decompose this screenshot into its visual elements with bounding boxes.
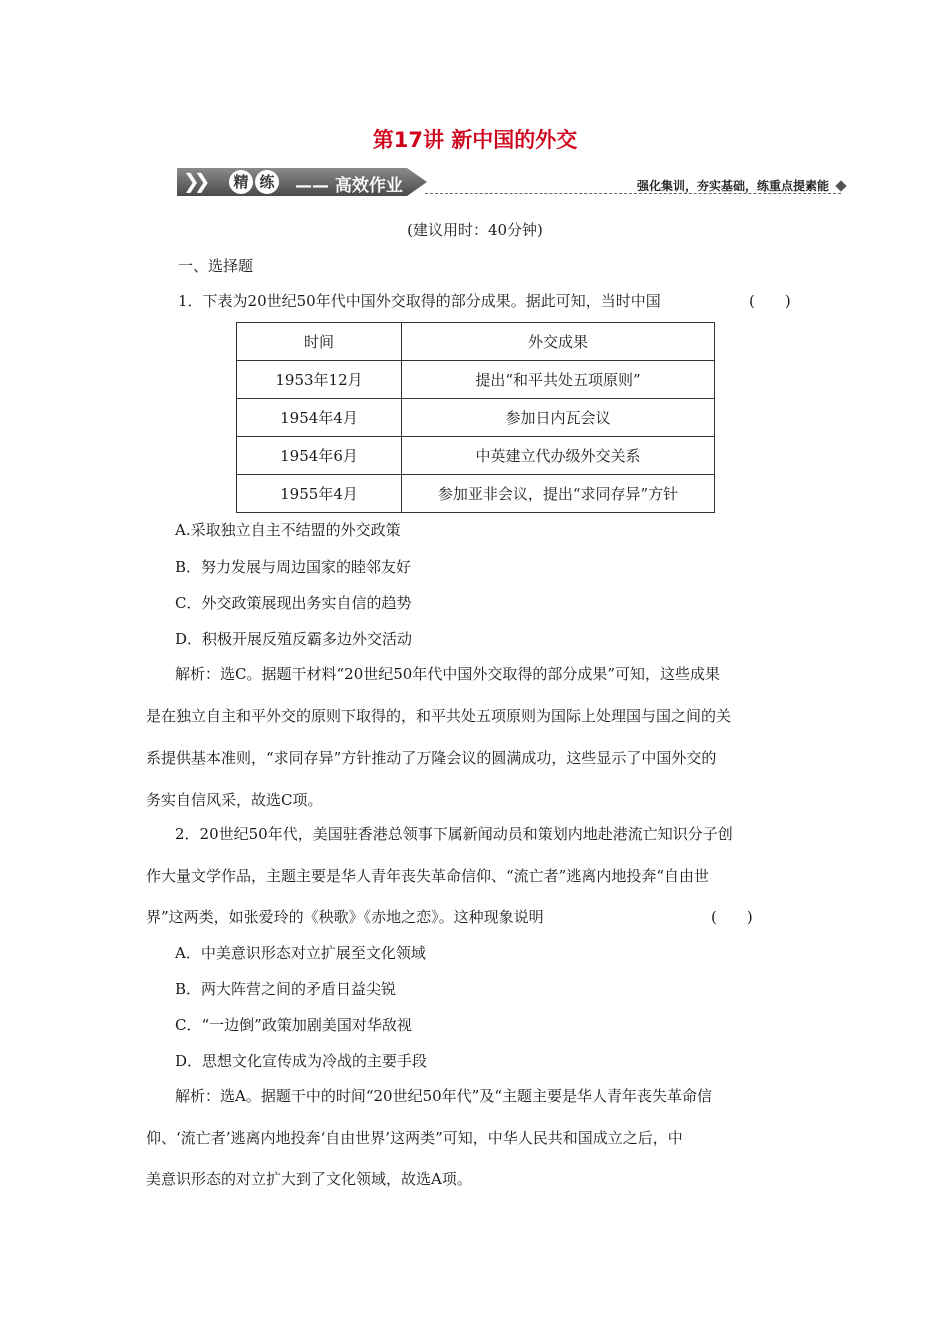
page-title: 第17讲 新中国的外交 — [372, 128, 578, 152]
table-cell: 1953年12月 — [237, 361, 402, 399]
q2-option-b: B．两大阵营之间的矛盾日益尖锐 — [175, 980, 397, 998]
q1-option-a: A.采取独立自主不结盟的外交政策 — [175, 521, 401, 539]
table-cell: 中英建立代办级外交关系 — [402, 437, 715, 475]
q1-option-c: C．外交政策展现出务实自信的趋势 — [175, 594, 412, 612]
q1-option-d: D．积极开展反殖反霸多边外交活动 — [175, 630, 413, 648]
table-row — [237, 399, 715, 437]
table-cell: 参加日内瓦会议 — [402, 399, 715, 437]
section-banner — [177, 168, 847, 198]
banner-text: —— 高效作业 — [295, 176, 403, 196]
q2-stem-line: 界”这两类，如张爱玲的《秧歌》《赤地之恋》。这种现象说明 — [146, 908, 544, 926]
q2-option-d: D．思想文化宣传成为冷战的主要手段 — [175, 1052, 428, 1070]
table-header-cell: 外交成果 — [402, 323, 715, 361]
q2-stem-line: 作大量文学作品，主题主要是华人青年丧失革命信仰、“流亡者”逃离内地投奔“自由世 — [146, 867, 710, 885]
q1-table — [236, 322, 715, 513]
table-header-cell: 时间 — [237, 323, 402, 361]
q1-stem: 1．下表为20世纪50年代中国外交取得的部分成果。据此可知，当时中国 — [178, 292, 661, 310]
section-heading: 一、选择题 — [178, 257, 254, 275]
table-cell: 1954年6月 — [237, 437, 402, 475]
table-row — [237, 475, 715, 513]
q2-stem-line: 2．20世纪50年代，美国驻香港总领事下属新闻动员和策划内地赴港流亡知识分子创 — [175, 825, 733, 843]
time-note: (建议用时：40分钟) — [407, 221, 543, 239]
q2-analysis-line: 美意识形态的对立扩大到了文化领域，故选A项。 — [146, 1170, 472, 1188]
banner-slogan: 强化集训，夯实基础，练重点提素能 — [636, 179, 829, 193]
q1-analysis-line: 解析：选C。据题干材料“20世纪50年代中国外交取得的部分成果”可知，这些成果 — [175, 665, 720, 683]
table-row — [237, 437, 715, 475]
banner-tag — [229, 170, 283, 194]
q2-answer-paren: ( ) — [711, 908, 753, 926]
q1-option-b: B．努力发展与周边国家的睦邻友好 — [175, 558, 412, 576]
diamond-icon — [835, 180, 846, 191]
table-row — [237, 361, 715, 399]
table-cell: 1955年4月 — [237, 475, 402, 513]
q2-analysis-line: 解析：选A。据题干中的时间“20世纪50年代”及“主题主要是华人青年丧失革命信 — [175, 1087, 713, 1105]
q2-analysis-line: 仰、‘流亡者’逃离内地投奔‘自由世界’这两类”可知，中华人民共和国成立之后，中 — [146, 1129, 683, 1147]
q1-analysis-line: 是在独立自主和平外交的原则下取得的，和平共处五项原则为国际上处理国与国之间的关 — [146, 707, 732, 725]
table-header-row — [237, 323, 715, 361]
double-chevron-icon: ❯❯ — [183, 169, 205, 193]
table-cell: 1954年4月 — [237, 399, 402, 437]
table-cell: 提出“和平共处五项原则” — [402, 361, 715, 399]
table-cell: 参加亚非会议，提出“求同存异”方针 — [402, 475, 715, 513]
banner-tag-char-1: 精 — [229, 170, 253, 194]
q1-analysis-line: 务实自信风采，故选C项。 — [146, 791, 323, 809]
q2-option-a: A．中美意识形态对立扩展至文化领域 — [175, 944, 426, 962]
banner-tag-char-2: 练 — [255, 170, 279, 194]
q1-analysis-line: 系提供基本准则，“求同存异”方针推动了万隆会议的圆满成功，这些显示了中国外交的 — [146, 749, 717, 767]
q2-option-c: C．“一边倒”政策加剧美国对华敌视 — [175, 1016, 412, 1034]
q1-answer-paren: ( ) — [749, 292, 791, 310]
